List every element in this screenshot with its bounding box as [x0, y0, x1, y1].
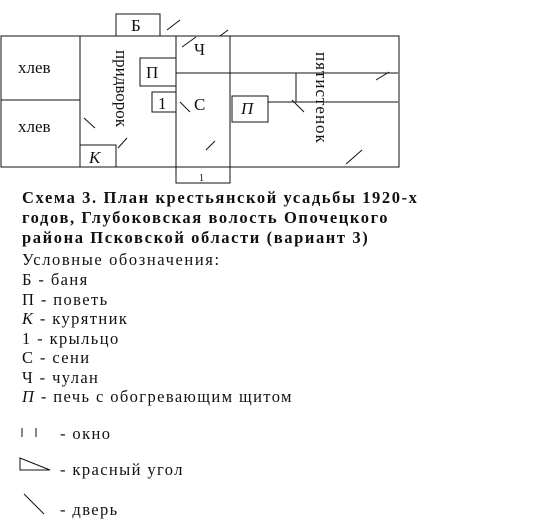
- legend-symbol: 1: [22, 328, 32, 348]
- legend-symbol: Ч: [22, 367, 35, 387]
- legend-text: - печь с обогревающим щитом: [35, 387, 293, 406]
- legend-symbol: К: [22, 309, 35, 328]
- legend-item: [22, 348, 293, 368]
- caption-line-3: района Псковской области (вариант 3): [22, 228, 370, 247]
- door-mark: [220, 30, 228, 36]
- banya-label: Б: [131, 16, 141, 35]
- figure-caption: [22, 188, 532, 248]
- caption-line-2: годов, Глубоковская волость Опочецкого: [22, 208, 390, 227]
- legend-symbol: Б: [22, 270, 33, 289]
- pech-label: П: [241, 99, 254, 118]
- door-mark: [346, 150, 362, 164]
- chulan-label: Ч: [194, 40, 206, 59]
- legend-door-text: - дверь: [60, 500, 119, 519]
- legend-symbol: С: [22, 348, 35, 367]
- krylco-label: 1: [158, 94, 167, 113]
- legend-text: - чулан: [34, 367, 100, 387]
- legend-item: [22, 309, 293, 329]
- legend-red-corner-text: - красный угол: [60, 460, 184, 479]
- kuryatnik-label: К: [89, 148, 101, 167]
- door-mark: [180, 102, 190, 112]
- door-mark: [167, 20, 180, 30]
- legend-symbol: П: [22, 289, 36, 309]
- legend-item: [22, 329, 293, 349]
- seni-label: С: [194, 95, 206, 114]
- door-mark: [206, 141, 215, 150]
- legend-window-text: - окно: [60, 424, 112, 443]
- legend-text: - поветь: [35, 289, 109, 309]
- krylco-bottom-label: 1: [199, 173, 204, 184]
- khlev-top-label: хлев: [18, 58, 51, 77]
- pyatistenok-label: пятистенок: [312, 52, 331, 144]
- door-mark: [118, 138, 127, 148]
- legend-item: [22, 387, 293, 407]
- legend-text: - курятник: [34, 309, 129, 328]
- legend-list: [22, 270, 293, 407]
- legend-symbol: П: [22, 387, 36, 406]
- door-symbol-icon: [24, 494, 44, 514]
- pridvorok-label: придворок: [112, 50, 131, 128]
- legend-title: Условные обозначения:: [22, 250, 221, 269]
- povet-label: П: [146, 63, 159, 82]
- khlev-bottom-label: хлев: [18, 117, 51, 136]
- legend-text: - крыльцо: [31, 328, 120, 348]
- legend-item: [22, 368, 293, 388]
- red-corner-symbol-icon: [20, 458, 50, 470]
- legend-text: - сени: [34, 348, 91, 367]
- legend-item: [22, 270, 293, 290]
- door-mark: [84, 118, 95, 128]
- caption-line-1: Схема 3. План крестьянской усадьбы 1920-х: [22, 188, 419, 207]
- legend-text: - баня: [32, 270, 89, 289]
- legend-item: [22, 290, 293, 310]
